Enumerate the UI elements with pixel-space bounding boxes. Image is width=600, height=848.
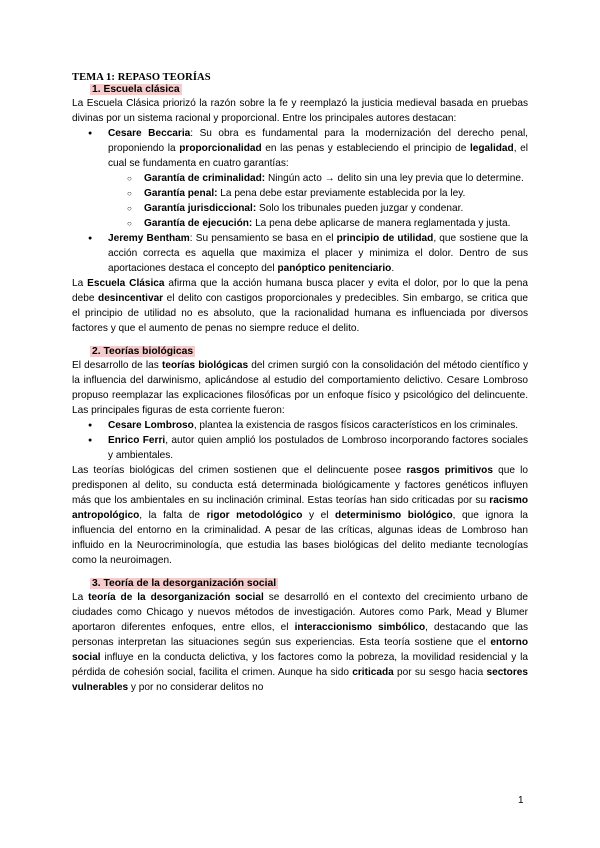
page-number: 1 <box>518 795 524 806</box>
bold-text: desincentivar <box>98 293 164 304</box>
section-intro-paragraph <box>72 590 528 695</box>
bold-text: Enrico Ferri <box>108 435 166 446</box>
text-run: Las teorías biológicas del crimen sostienen que el delincuente posee <box>72 465 407 476</box>
bullet-list <box>72 126 528 276</box>
bold-text: Escuela Clásica <box>87 278 165 289</box>
text-run: El desarrollo de las <box>72 360 162 371</box>
bullet-item <box>72 418 528 433</box>
bold-text: legalidad <box>469 143 514 154</box>
text-run: , el cual se fundamenta en cuatro garantías: <box>108 143 529 169</box>
bold-text: Garantía de ejecución: <box>144 218 253 229</box>
text-run: , destacando que las personas interpretan las situaciones según sus experiencias. Esta teoría sostiene que el <box>72 622 529 648</box>
sub-bullet-item <box>72 201 528 216</box>
section-gap <box>72 568 528 578</box>
bold-text: rasgos primitivos <box>406 465 493 476</box>
bold-text: Garantía jurisdiccional: <box>144 203 257 214</box>
bold-text: teorías biológicas <box>161 360 249 371</box>
text-run: , que ignora la influencia del entorno en la criminalidad. A pesar de las críticas, algunas ideas de Lombroso han influido en la Neurocriminología, que estudia las bases biológicas del delito mediante tecnologías como la neuroimagen. <box>72 510 528 566</box>
document-page <box>72 72 528 695</box>
document-content <box>72 84 528 695</box>
text-run: afirma que la acción humana busca placer y evita el dolor, por lo que la pena debe <box>72 278 528 304</box>
bold-text: determinismo biológico <box>335 510 453 521</box>
text-run: , la falta de <box>139 510 207 521</box>
section-heading <box>72 84 528 95</box>
text-run: , que sostiene que la acción correcta es aquella que maximiza el placer y minimiza el dolor. Dentro de sus aportaciones destaca el concepto del <box>108 233 529 274</box>
text-run: del crimen surgió con la consolidación del método científico y la influencia del darwinismo, aplicándose al estudio del comportamiento delictivo. Cesare Lombroso propuso reemplazar las explicaciones filosóficas por un enfoque físico y psicológico del delincuente. Las principales figuras de esta corriente fueron: <box>72 360 528 416</box>
document-title: TEMA 1: REPASO TEORÍAS <box>72 72 211 83</box>
bold-text: Cesare Beccaria <box>108 128 191 139</box>
section-intro-paragraph <box>72 358 528 418</box>
text-run: el delito con castigos proporcionales y predecibles. Sin embargo, se critica que el principio de utilidad no es absoluto, que la racionalidad humana es influenciada por diversos factores y que el aumento de penas no siempre reduce el delito. <box>72 293 528 334</box>
section-heading <box>72 578 528 589</box>
section-intro-paragraph <box>72 96 528 126</box>
text-run: La <box>72 278 88 289</box>
text-run: y por no considerar delitos no <box>128 682 264 693</box>
bold-text: racismo antropológico <box>72 495 528 521</box>
section-heading-text: 2. Teorías biológicas <box>92 346 194 357</box>
section-heading-text: 1. Escuela clásica <box>92 84 180 95</box>
text-run: : Su pensamiento se basa en el <box>189 233 337 244</box>
bold-text: entorno social <box>72 637 528 663</box>
text-run: La <box>72 592 89 603</box>
text-run: en las penas y estableciendo el principio de <box>261 143 470 154</box>
section-closing-paragraph <box>72 276 528 336</box>
bold-text: Jeremy Bentham <box>108 233 190 244</box>
sub-bullet-item <box>72 186 528 201</box>
section-gap <box>72 336 528 346</box>
section-closing-paragraph <box>72 463 528 568</box>
section-heading <box>72 346 528 357</box>
bold-text: sectores vulnerables <box>72 667 528 693</box>
section-heading-text: 3. Teoría de la desorganización social <box>92 578 277 589</box>
text-run: se desarrolló en el contexto del crecimiento urbano de ciudades como Chicago y nuevos métodos de investigación. Autores como Park, Mead y Blumer aportaron diferentes enfoques, entre ellos, el <box>72 592 528 633</box>
text-run: influye en la conducta delictiva, y los factores como la pobreza, la movilidad residencial y la pérdida de cohesión social, facilita el crimen. Aunque ha sido <box>72 652 528 678</box>
text-run: : Su obra es fundamental para la modernización del derecho penal, proponiendo la <box>108 128 528 154</box>
text-run: La Escuela Clásica priorizó la razón sobre la fe y reemplazó la justicia medieval basada en pruebas divinas por un sistema racional y proporcional. Entre los principales autores destacan: <box>72 98 528 124</box>
bullet-item <box>72 433 528 463</box>
bullet-list <box>72 418 528 463</box>
text-run: , autor quien amplió los postulados de Lombroso incorporando factores sociales y ambientales. <box>108 435 529 461</box>
text-run: y el <box>302 510 336 521</box>
text-run: Solo los tribunales pueden juzgar y condenar. <box>256 203 464 214</box>
bold-text: teoría de la desorganización social <box>88 592 264 603</box>
bold-text: interaccionismo simbólico <box>294 622 426 633</box>
bold-text: Garantía penal: <box>144 188 218 199</box>
bullet-item <box>72 231 528 276</box>
bullet-item <box>72 126 528 171</box>
text-run: que lo predisponen al delito, su conducta está determinada biológicamente y factores genéticos influyen más que los ambientales en su inclinación criminal. Estas teorías han sido criticadas por su <box>72 465 528 506</box>
bold-text: panóptico penitenciario <box>277 263 392 274</box>
bold-text: criticada <box>352 667 394 678</box>
bold-text: rigor metodológico <box>206 510 303 521</box>
bold-text: Cesare Lombroso <box>108 420 194 431</box>
text-run: . <box>391 263 395 274</box>
text-run: por su sesgo hacia <box>393 667 487 678</box>
bold-text: principio de utilidad <box>336 233 434 244</box>
text-run: Ningún acto → delito sin una ley previa que lo determine. <box>265 173 524 184</box>
text-run: , plantea la existencia de rasgos físicos característicos en los criminales. <box>193 420 519 431</box>
bold-text: Garantía de criminalidad: <box>144 173 266 184</box>
sub-bullet-item <box>72 171 528 186</box>
bold-text: proporcionalidad <box>179 143 262 154</box>
text-run: La pena debe estar previamente establecida por la ley. <box>217 188 466 199</box>
text-run: La pena debe aplicarse de manera reglamentada y justa. <box>252 218 511 229</box>
sub-bullet-item <box>72 216 528 231</box>
